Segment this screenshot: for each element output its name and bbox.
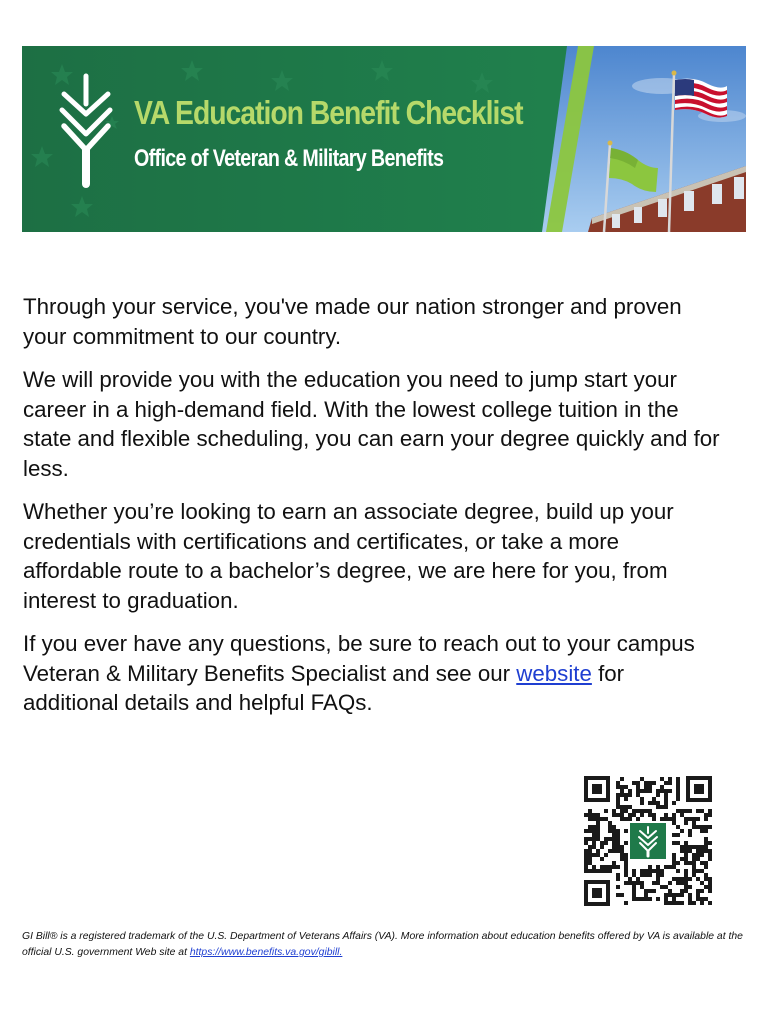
contact-text-before-link: If you ever have any questions, be sure to reach out to your campus Veteran & Military Benefits Specialist and see our	[23, 631, 695, 686]
trademark-footnote	[22, 929, 746, 961]
footnote-text: GI Bill® is a registered trademark of the U.S. Department of Veterans Affairs (VA). More information about education benefits offered by VA is available at the official U.S. government Web site at	[22, 931, 743, 958]
degree-options-paragraph: Whether you’re looking to earn an associate degree, build up your credentials with certifications and certificates, or take a more affordable route to a bachelor’s degree, we are here for you, from interest to graduation.	[23, 499, 674, 613]
banner-background	[22, 46, 746, 232]
body-content	[23, 292, 723, 732]
page-subtitle: Office of Veteran & Military Benefits	[134, 145, 444, 172]
gibill-link[interactable]: https://www.benefits.va.gov/gibill.	[189, 947, 343, 958]
header-banner	[22, 46, 746, 232]
education-paragraph: We will provide you with the education you need to jump start your career in a high-demand field. With the lowest college tuition in the state and flexible scheduling, you can earn your degree quickly and for less.	[23, 367, 720, 481]
qr-code-icon[interactable]	[583, 775, 713, 907]
website-link[interactable]: website	[516, 660, 592, 686]
contact-text-after-link: for additional details and helpful FAQs.	[23, 660, 625, 715]
intro-paragraph: Through your service, you've made our nation stronger and proven your commitment to our country.	[23, 294, 682, 349]
page-title: VA Education Benefit Checklist	[134, 94, 523, 131]
contact-paragraph	[23, 629, 723, 718]
